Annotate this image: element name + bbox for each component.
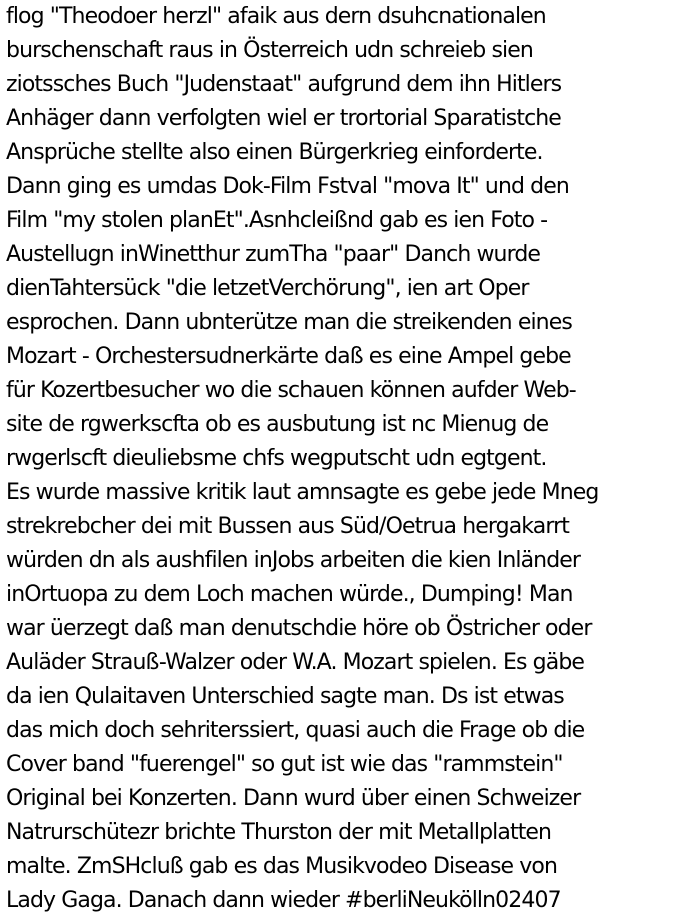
text-line-12: für Kozertbesucher wo die schauen können aufder Web- [6, 378, 576, 403]
text-line-23: Cover band "fuerengel" so gut ist wie das "rammstein" [6, 752, 563, 777]
text-line-4: Anhäger dann verfolgten wiel er trortorial Sparatistche [6, 106, 561, 131]
text-line-14: rwgerlscft dieuliebsme chfs wegputscht udn egtgent. [6, 446, 547, 471]
text-line-17: würden dn als aushfilen inJobs arbeiten die kien Inländer [6, 548, 581, 573]
text-line-15: Es wurde massive kritik laut amnsagte es gebe jede Mneg [6, 480, 599, 505]
text-line-8: Austellugn inWinetthur zumTha "paar" Danch wurde [6, 242, 541, 267]
text-line-25: Natrurschütezr brichte Thurston der mit Metallplatten [6, 820, 552, 845]
document-page [6, 0, 682, 920]
text-line-3: ziotssches Buch "Judenstaat" aufgrund dem ihn Hitlers [6, 72, 562, 97]
text-line-13: site de rgwerkscfta ob es ausbutung ist nc Mienug de [6, 412, 549, 437]
text-line-27: Lady Gaga. Danach dann wieder #berliNeukölln02407 [6, 888, 561, 913]
text-line-24: Original bei Konzerten. Dann wurd über einen Schweizer [6, 786, 581, 811]
text-line-2: burschenschaft raus in Österreich udn schreieb sien [6, 38, 533, 63]
text-line-19: war üerzegt daß man denutschdie höre ob Östricher oder [6, 616, 592, 641]
text-line-21: da ien Qulaitaven Unterschied sagte man. Ds ist etwas [6, 684, 564, 709]
text-line-9: dienTahtersück "die letzetVerchörung", ien art Oper [6, 276, 529, 301]
text-line-16: strekrebcher dei mit Bussen aus Süd/Oetrua hergakarrt [6, 514, 569, 539]
text-line-10: esprochen. Dann ubnterütze man die streikenden eines [6, 310, 572, 335]
text-line-5: Ansprüche stellte also einen Bürgerkrieg einforderte. [6, 140, 543, 165]
text-line-22: das mich doch sehriterssiert, quasi auch die Frage ob die [6, 718, 585, 743]
text-line-26: malte. ZmSHcluß gab es das Musikvodeo Disease von [6, 854, 557, 879]
text-line-7: Film "my stolen planEt".Asnhcleißnd gab es ien Foto - [6, 208, 548, 233]
text-line-20: Auläder Strauß-Walzer oder W.A. Mozart spielen. Es gäbe [6, 650, 585, 675]
text-line-11: Mozart - Orchestersudnerkärte daß es eine Ampel gebe [6, 344, 571, 369]
text-line-18: inOrtuopa zu dem Loch machen würde., Dumping! Man [6, 582, 573, 607]
text-line-6: Dann ging es umdas Dok-Film Fstval "mova It" und den [6, 174, 569, 199]
text-line-1: flog "Theodoer herzl" afaik aus dern dsuhcnationalen [6, 4, 546, 29]
